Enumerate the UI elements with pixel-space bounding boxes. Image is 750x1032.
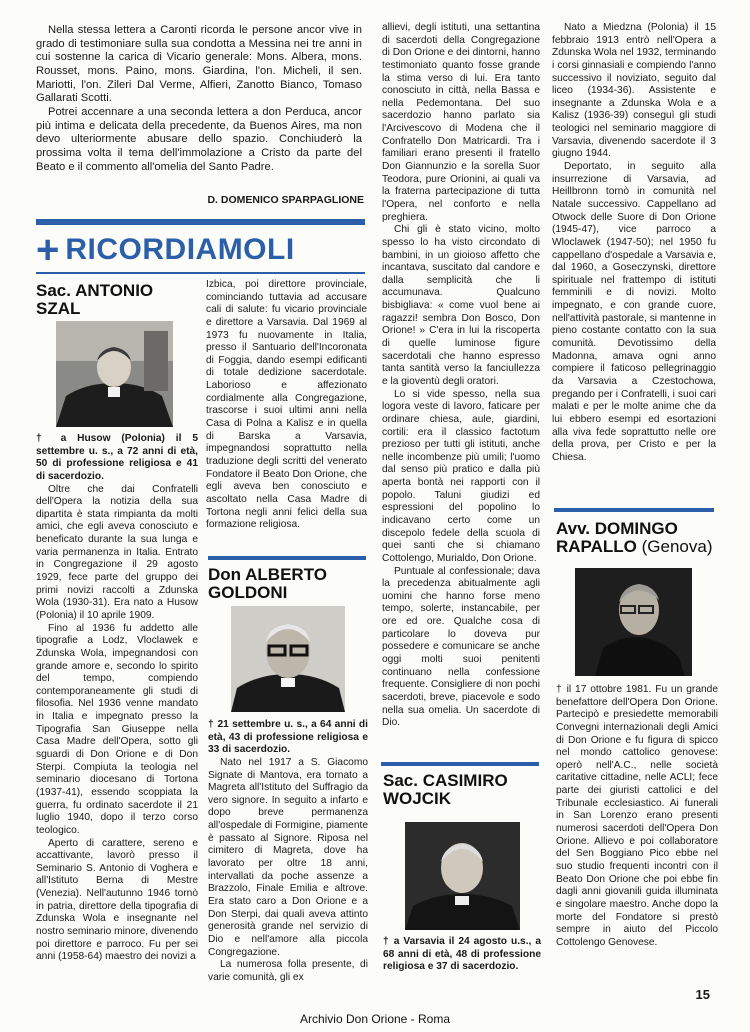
szal-paragraph-2: Fino al 1936 fu addetto alle tipografie a Lodz, Vloclawek e Zdunska Wola, impegnandosi con grande amore e, secondo lo spirito del tempo, compiendo contemporaneamente gli studi di filosofia. Nel 1936 venne mandato in Italia e impegnato presso la Tipografia San Giuseppe nella Casa Madre dell'Opera, sotto gli sguardi di Don Orione e di Don Sterpi. Compiuta la teologia nel seminario diocesano di Tortona (1937-41), essendo scoppiata la guerra, fu ordinato sacerdote il 21 luglio 1940, dopo il terzo corso teologico. bbox=[36, 622, 198, 836]
section-title: RICORDIAMOLI bbox=[65, 233, 295, 266]
goldoni-paragraph-2: La numerosa folla presente, di varie comunità, gli ex bbox=[208, 959, 368, 983]
goldoni-paragraph-4: Chi gli è stato vicino, molto spesso lo ha visto circondato di bambini, in un gioioso affetto che incantava, suscitato dal candore e dalla semplicità che li accumunava. Qualcuno bisbigliava: « come vuol bene ai ragazzi! sembra Don Bosco, Don Orione! » C'era in lui la riscoperta di quelle luminose figure sacerdotali che hanno espresso tanta santità verso la fanciullezza e la gioventù degli oratori. bbox=[382, 224, 540, 387]
rapallo-text-column bbox=[556, 684, 718, 984]
intro-paragraph-1: Nella stessa lettera a Caronti ricorda le persone ancor vive in grado di testimoniare sulla sua condotta a Messina nei tre anni in cui sostenne la carica di Vicario generale: Mons. Albera, mons. Rousset, mons. Paino, mons. Giardina, l'on. Micheli, il sen. Mariotti, l'on. Zileri Dal Verme, Alfieri, Zanotto Bianco, Tomaso Gallarati Scotti. bbox=[36, 24, 362, 105]
archive-footer: Archivio Don Orione - Roma bbox=[299, 1012, 451, 1026]
goldoni-text-column-2 bbox=[382, 22, 540, 752]
wojcik-text-column bbox=[552, 22, 716, 504]
intro-signature: D. DOMENICO SPARPAGLIONE bbox=[207, 194, 364, 206]
szal-paragraph-1: Oltre che dai Confratelli dell'Opera la notizia della sua dipartita è stata rimpianta da molti amici, che egli aveva conosciuto e beneficato durante la sua lunga e varia permanenza in Italia. Entrato in Congregazione il 29 agosto 1929, fece parte del gruppo dei primi novizi raccolti a Zdunska Wola (1930-31). Era nato a Husow (Polonia) il 10 aprile 1909. bbox=[36, 483, 198, 621]
wojcik-name-line1: Sac. CASIMIRO bbox=[383, 771, 508, 790]
plus-icon: + bbox=[36, 228, 60, 272]
szal-name-line2: SZAL bbox=[36, 299, 81, 319]
szal-name bbox=[36, 282, 186, 319]
rapallo-name bbox=[556, 520, 716, 557]
rapallo-name-line1: Avv. DOMINGO bbox=[556, 519, 678, 538]
goldoni-paragraph-5: Lo si vide spesso, nella sua logora veste di lavoro, faticare per ordinare chiesa, aule, giardini, cortili: era il classico factotum prezioso per tutti gli istituti, anche nelle incombenze più umili; l'uomo dal senso più pratico e dalla più aperta bontà nei rapporti con il popolo. Taluni giudizi ed espressioni del popolino lo indicavano certo come un discepolo fedele della scuola di quei santi che si chiamano Cottolengo, Murialdo, Don Orione. bbox=[382, 388, 540, 564]
szal-name-line1: Sac. ANTONIO bbox=[36, 281, 154, 300]
wojcik-caption: † a Varsavia il 24 agosto u.s., a 68 anni di età, 48 di professione religiosa e 37 di sacerdozio. bbox=[383, 936, 541, 973]
szal-paragraph-4: Izbica, poi direttore provinciale, cominciando tuttavia ad accusare cali di salute: fu vicario provinciale e direttore a Varsavia. Dal 1969 al 1973 fu nuovamente in Italia, presso il Santuario dell'Incoronata di Foggia, dando esempi edificanti di totale dedizione sacerdotale. Laborioso e affezionato cordialmente alla Congregazione, trascorse i suoi ultimi anni nella Casa di Polna a Kalisz e in quella di Barska a Varsavia, impegnandosi soprattutto nella traduzione degli scritti del venerato Fondatore il Beato Don Orione, che egli aveva ben conosciuto e ascoltato nella Casa Madre di Tortona negli anni felici della sua formazione religiosa. bbox=[206, 279, 367, 531]
wojcik-top-bar bbox=[381, 762, 539, 766]
goldoni-name-line1: Don ALBERTO bbox=[208, 565, 327, 584]
intro-paragraph-2: Potrei accennare a una seconda lettera a don Perduca, ancor più intima e delicata della precedente, da Buenos Aires, ma non devo ulteriormente abusare dello spazio. Conchiuderò la prossima volta il tema dell'immolazione a Cristo da parte del Beato e il commento all'omelia del Santo Padre. bbox=[36, 105, 362, 173]
goldoni-top-bar bbox=[208, 556, 366, 560]
wojcik-photo bbox=[405, 822, 520, 930]
szal-paragraph-3: Aperto di carattere, sereno e accattivante, lavorò presso il Seminario S. Antonio di Voghera e all'Istituto Berna di Mestre (Venezia). Nell'autunno 1946 tornò in patria, direttore della tipografia di Zdunska Wola e insegnante nel nostro seminario minore, divenendo poi direttore e parroco. Fu per sei anni (1958-64) maestro dei novizi a bbox=[36, 837, 198, 963]
rapallo-photo bbox=[575, 568, 692, 676]
wojcik-name-line2: WOJCIK bbox=[383, 789, 451, 809]
goldoni-paragraph-6: Puntuale al confessionale; dava la precedenza abitualmente agli uomini che hanno forse meno tempo, solerte, instancabile, per ore ed ore. Qualche cosa di particolare lo doveva pur possedere e comunicare se anche oggi molti suoi penitenti continuano nella confessione frequente. Consigliere di non pochi sacerdoti, breve, piacevole e sodo nella sua omelia. Un sacerdote di Dio. bbox=[382, 565, 540, 729]
section-header bbox=[36, 228, 365, 272]
rapallo-paragraph-1: † il 17 ottobre 1981. Fu un grande benefattore dell'Opera Don Orione. Partecipò e presiedette memorabili Convegni internazionali degli Amici di Don Orione e fu figura di spicco nel mondo cattolico genovese: operò nell'A.C., nelle società caritative cittadine, nelle ACLI; fece parte dei giuristi cattolici e del Tribunale ecclesiastico. Ai funerali in San Lorenzo erano presenti numerosi sacerdoti dell'Opera Don Orione. Allievo e poi collaboratore del Sen Boggiano Pico ebbe nel suo studio frequenti incontri con il Beato Don Orione che poi ebbe fin dagli anni giovanili guida illuminata e singolare maestro. Anche dopo la morte del Fondatore si prestò sempre in aiuto del Piccolo Cottolengo Genovese. bbox=[556, 684, 718, 948]
page-number: 15 bbox=[695, 987, 710, 1002]
wojcik-paragraph-1: Nato a Miedzna (Polonia) il 15 febbraio 1913 entrò nell'Opera a Zdunska Wola nel 1932, terminando i corsi ginnasiali e compiendo l'anno successivo il noviziato, seguito dal liceo (1934-36). Assistente e insegnante a Zdunska Wola e a Kalisz (1936-39) conseguì gli studi teologici nel seminario maggiore di Varsavia, divenendo sacerdote il 3 giugno 1944. bbox=[552, 22, 716, 160]
goldoni-name bbox=[208, 566, 366, 603]
szal-text-column-1 bbox=[36, 433, 198, 1013]
section-top-bar bbox=[36, 219, 365, 225]
szal-caption: † a Husow (Polonia) il 5 settembre u. s., a 72 anni di età, 50 di professione religiosa e 41 di sacerdozio. bbox=[36, 433, 198, 482]
rapallo-top-bar bbox=[554, 508, 714, 512]
wojcik-name bbox=[383, 772, 541, 809]
szal-text-column-2 bbox=[206, 279, 367, 551]
rapallo-name-line2: RAPALLO bbox=[556, 537, 637, 557]
goldoni-photo bbox=[231, 606, 345, 712]
section-bottom-line bbox=[36, 272, 365, 274]
szal-photo bbox=[56, 321, 173, 427]
goldoni-text-column-1 bbox=[208, 719, 368, 1011]
goldoni-caption: † 21 settembre u. s., a 64 anni di età, 43 di professione religiosa e 33 di sacerdozio. bbox=[208, 719, 368, 756]
goldoni-paragraph-3: allievi, degli istituti, una settantina di sacerdoti della Congregazione di Don Orione e dei dintorni, hanno testimoniato quanto fosse grande la stima verso di lui. Era tanto conosciuto in città, nella Bassa e nella Pedemontana. Del suo sacerdozio hanno parlato sia l'Arcivescovo di Modena che il Confratello Don Matricardi. Tra i familiari erano presenti il fratello Don Giannunzio e la sorella Suor Teodora, pure Orionini, ai quali va la fraterna partecipazione di tutta l'Opera, nel conforto e nella preghiera. bbox=[382, 22, 540, 223]
wojcik-paragraph-2: Deportato, in seguito alla insurrezione di Varsavia, ad Heillbronn tornò in comunità nel Natale successivo. Cappellano ad Otwock delle Suore di Don Orione (1945-47), vice parroco a Wloclawek (1947-50); nel 1950 fu cappellano d'ospedale a Varsavia e, dal 1960, a Goseczynski, direttore spirituale nel frattempo di istituti femminili e di novizi. Molto impegnato, e con grande cuore, nell'attività pastorale, si mantenne in pieno costante contatto con la sua comunità. Devotissimo della Madonna, amava ogni anno compiere il faticoso pellegrinaggio da Varsavia a Czestochowa, pregando per i Confratelli, i suoi cari malati e per le molte anime che da lui ebbero esempi ed esortazioni alla viva fede soprattutto nelle ore della prova, per Cristo e per la Chiesa. bbox=[552, 161, 716, 463]
intro-column bbox=[36, 24, 362, 216]
goldoni-name-line2: GOLDONI bbox=[208, 583, 288, 603]
goldoni-paragraph-1: Nato nel 1917 a S. Giacomo Signate di Mantova, era tornato a Magreta all'Istituto del Suffragio da vero signore. In seguito a infarto e dopo breve permanenza all'ospedale di Formigine, piamente è passato al Signore. Riposa nel cimitero di Magreta, dove ha lavorato per oltre 18 anni, intervallati da poche assenze a Brazzolo, Finale Emilia e altrove. Era stato caro a Don Orione e a Don Sterpi, dai quali aveva attinto generosità grande nel servizio di Dio e nell'amore alla piccola Congregazione. bbox=[208, 756, 368, 958]
wojcik-caption-box bbox=[383, 936, 541, 1008]
rapallo-name-city: (Genova) bbox=[641, 537, 713, 557]
